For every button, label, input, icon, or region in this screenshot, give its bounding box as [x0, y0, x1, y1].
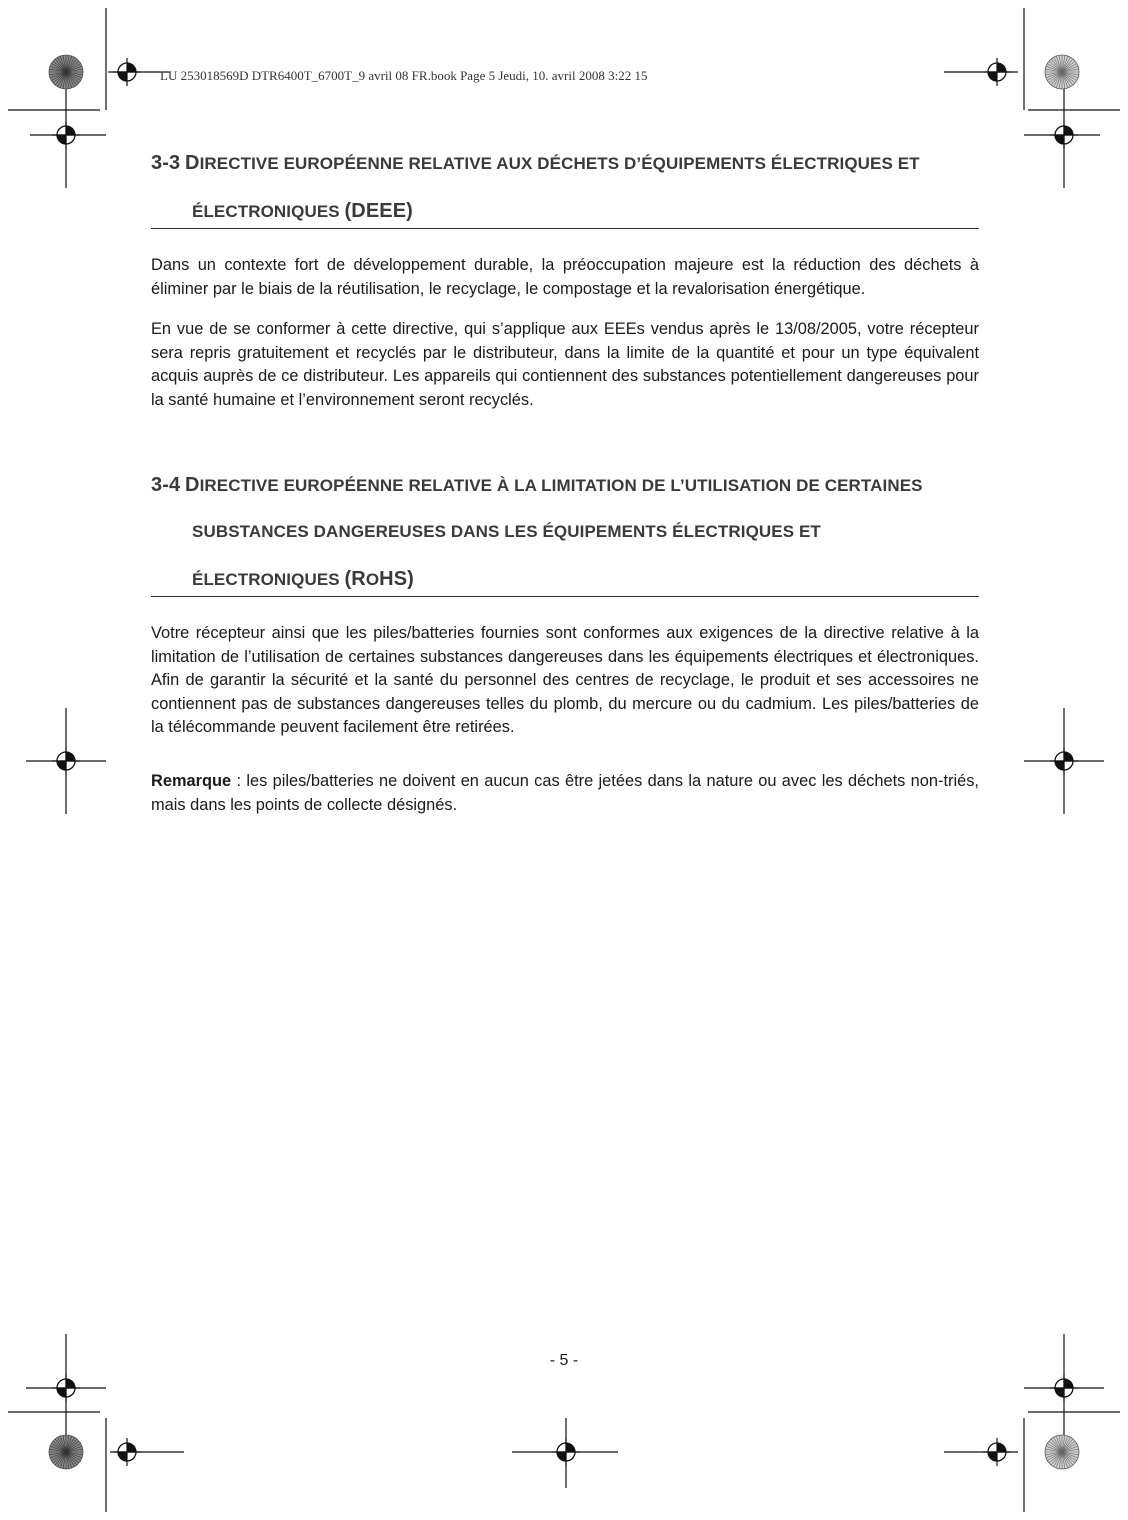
heading-text: SUBSTANCES DANGEREUSES DANS LES ÉQUIPEMENTS ÉLECTRIQUES ET — [192, 522, 821, 541]
heading-acronym: (R — [344, 568, 366, 590]
registration-target-icon — [52, 121, 80, 149]
heading-acronym: HS) — [379, 568, 414, 590]
registration-target-icon — [983, 1438, 1011, 1466]
print-slug: LU 253018569D DTR6400T_6700T_9 avril 08 FR.book Page 5 Jeudi, 10. avril 2008 3:22 15 — [160, 68, 648, 83]
registration-target-icon — [113, 58, 141, 86]
registration-target-icon — [552, 1438, 580, 1466]
remark-paragraph — [151, 770, 979, 817]
section-3-3-heading — [151, 152, 979, 232]
sunburst-mark-icon — [1045, 1435, 1079, 1469]
heading-rule — [151, 596, 979, 597]
heading-text: IRECTIVE EUROPÉENNE RELATIVE À LA LIMITATION DE L’UTILISATION DE CERTAINES — [199, 476, 923, 495]
paragraph: Votre récepteur ainsi que les piles/batteries fournies sont conformes aux exigences de la directive relative à la limitation de l’utilisation de certaines substances dangereuses dans les équipements électriques et électroniques. Afin de garantir la sécurité et la santé du personnel des centres de recyclage, le produit et ses accessoires ne contiennent pas de substances dangereuses telles du plomb, du mercure ou du cadmium. Les piles/batteries de la télécommande peuvent facilement être retirées. — [151, 624, 979, 736]
page-number: - 5 - — [549, 1352, 579, 1369]
paragraph: En vue de se conformer à cette directive, qui s’applique aux EEEs vendus après le 13/08/2005, votre récepteur sera repris gratuitement et recyclés par le distributeur, dans la limite de la quantité et pour un type équivalent acquis auprès de ce distributeur. Les appareils qui contiennent des substances potentiellement dangereuses pour la santé humaine et l’environnement seront recyclés. — [151, 320, 979, 409]
heading-text: IRECTIVE EUROPÉENNE RELATIVE AUX DÉCHETS D’ÉQUIPEMENTS ÉLECTRIQUES ET — [199, 154, 920, 173]
heading-acronym: O — [365, 570, 380, 589]
heading-initial: D — [185, 152, 200, 174]
sunburst-mark-icon — [49, 1435, 83, 1469]
section-number: 3-4 — [151, 474, 181, 496]
registration-target-icon — [1050, 747, 1078, 775]
registration-target-icon — [52, 747, 80, 775]
registration-target-icon — [52, 1374, 80, 1402]
registration-target-icon — [113, 1438, 141, 1466]
section-number: 3-3 — [151, 152, 181, 174]
remark-label: Remarque — [151, 772, 232, 790]
registration-target-icon — [1050, 1374, 1078, 1402]
registration-target-icon — [983, 58, 1011, 86]
sunburst-mark-icon — [49, 55, 83, 89]
sunburst-mark-icon — [1045, 55, 1079, 89]
section-3-4-heading — [151, 474, 979, 600]
heading-rule — [151, 228, 979, 229]
paragraph: Dans un contexte fort de développement durable, la préoccupation majeure est la réduction des déchets à éliminer par le biais de la réutilisation, le recyclage, le compostage et la revalorisation énergétique. — [151, 256, 979, 298]
heading-acronym: (DEEE) — [344, 200, 413, 222]
heading-text: ÉLECTRONIQUES — [192, 202, 340, 221]
remark-text: : les piles/batteries ne doivent en aucun cas être jetées dans la nature ou avec les déchets non-triés, mais dans les points de collecte désignés. — [151, 772, 979, 814]
heading-initial: D — [185, 474, 200, 496]
heading-text: ÉLECTRONIQUES — [192, 570, 340, 589]
registration-target-icon — [1050, 121, 1078, 149]
